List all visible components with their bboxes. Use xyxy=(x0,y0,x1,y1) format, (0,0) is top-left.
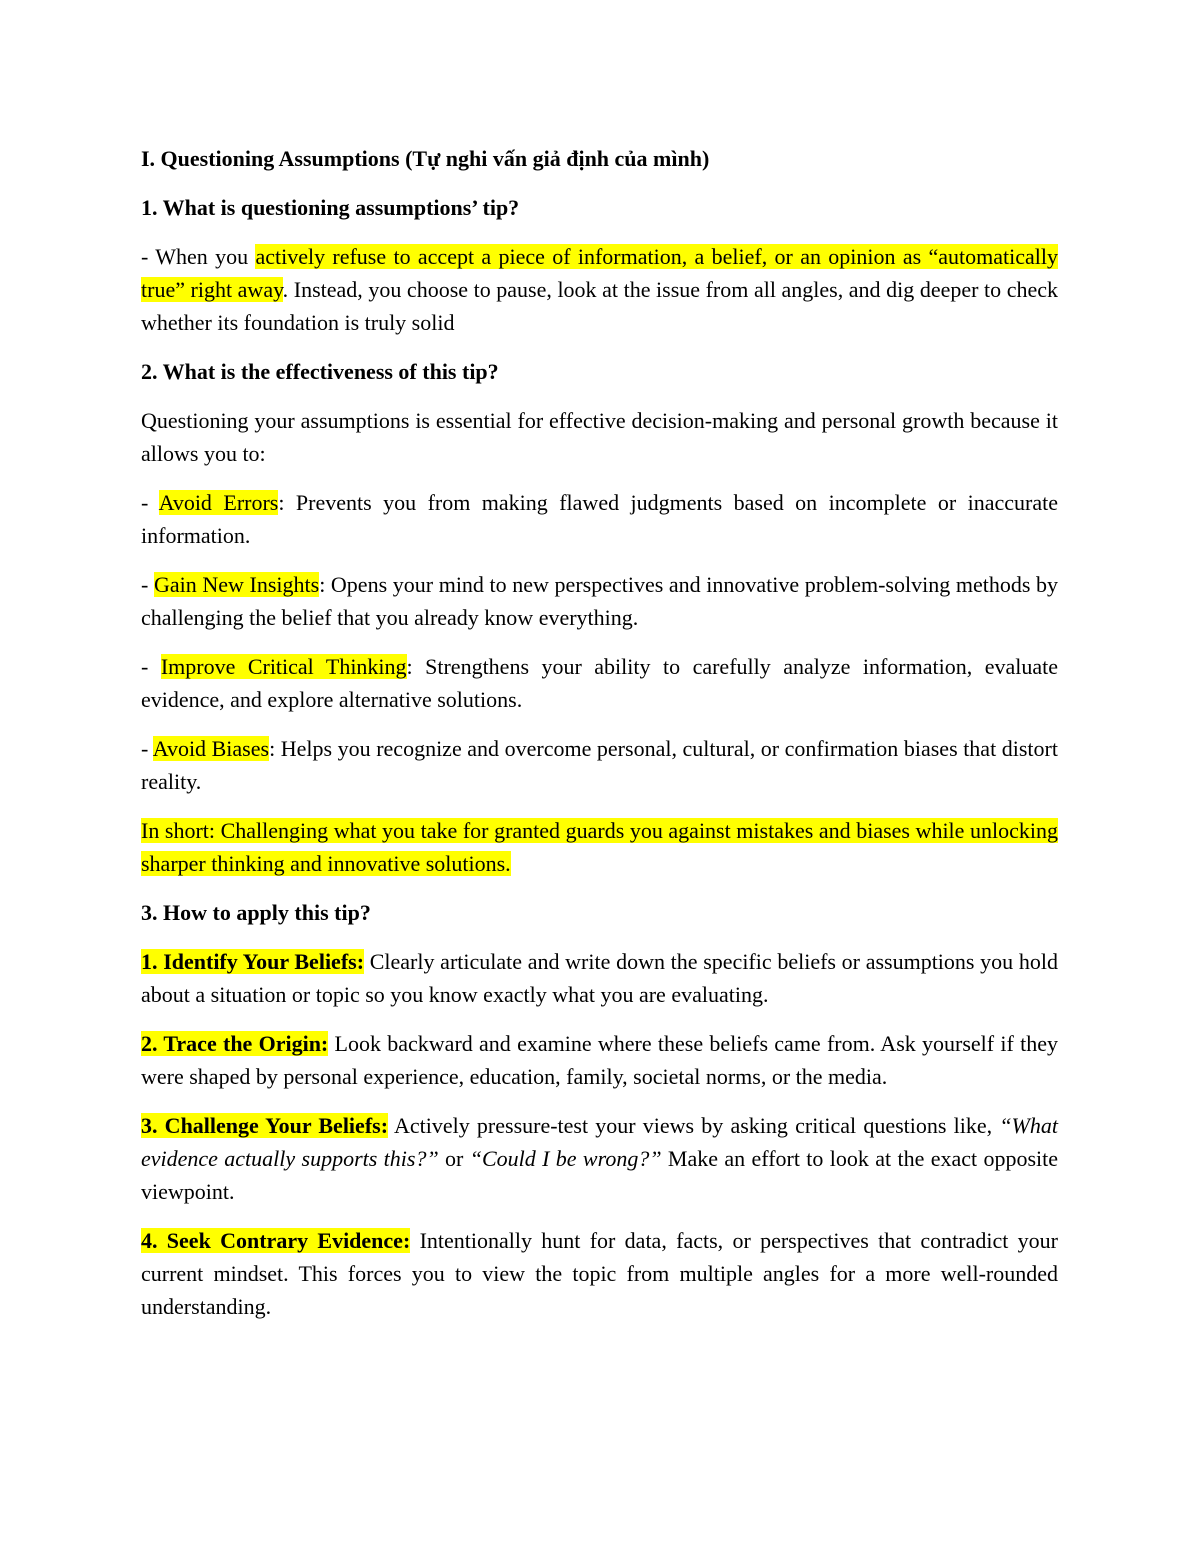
benefit-dash: - xyxy=(141,654,161,679)
benefit-item xyxy=(141,568,1058,634)
benefit-label: Improve Critical Thinking xyxy=(160,654,407,679)
question-2-heading: 2. What is the effectiveness of this tip? xyxy=(141,359,499,384)
highlighted-definition: actively refuse to accept a piece of information, a belief, or an opinion as “automatically true” right away xyxy=(141,244,1058,302)
step-text: Look backward and examine where these beliefs came from. Ask yourself if they were shaped by personal experience, education, family, societal norms, or the media. xyxy=(141,1031,1058,1089)
benefit-dash: - xyxy=(141,736,153,761)
benefit-text: : Strengthens your ability to carefully analyze information, evaluate evidence, and explore alternative solutions. xyxy=(141,654,1058,712)
benefit-label: Avoid Biases xyxy=(152,736,270,761)
benefit-item xyxy=(141,732,1058,798)
benefit-label: Avoid Errors xyxy=(158,490,279,515)
step-label: 4. Seek Contrary Evidence: xyxy=(141,1228,411,1253)
summary-paragraph xyxy=(141,814,1058,880)
step-label: 1. Identify Your Beliefs: xyxy=(141,949,365,974)
step-text: Actively pressure-test your views by asking critical questions like, xyxy=(388,1113,1000,1138)
benefit-label: Gain New Insights xyxy=(153,572,320,597)
question-3-heading: 3. How to apply this tip? xyxy=(141,900,371,925)
step-item xyxy=(141,1224,1058,1323)
step-label: 3. Challenge Your Beliefs: xyxy=(141,1113,389,1138)
summary-text: In short: Challenging what you take for granted guards you against mistakes and biases while unlocking sharper thinking and innovative solutions. xyxy=(141,818,1058,876)
step-text: Intentionally hunt for data, facts, or perspectives that contradict your current mindset. This forces you to view the topic from multiple angles for a more well-rounded understanding. xyxy=(141,1228,1059,1319)
step-label: 2. Trace the Origin: xyxy=(141,1031,329,1056)
benefit-item xyxy=(141,650,1058,716)
step-item xyxy=(141,945,1058,1011)
benefit-text: : Opens your mind to new perspectives and innovative problem-solving methods by challenging the belief that you already know everything. xyxy=(141,572,1059,630)
section-title: I. Questioning Assumptions (Tự nghi vấn giả định của mình) xyxy=(141,146,710,171)
step-item xyxy=(141,1027,1058,1093)
answer-lead: - When you xyxy=(141,244,256,269)
step-text: Clearly articulate and write down the specific beliefs or assumptions you hold about a situation or topic so you know exactly what you are evaluating. xyxy=(141,949,1058,1007)
benefit-dash: - xyxy=(141,572,154,597)
quoted-question: “What evidence actually supports this?” xyxy=(141,1113,1058,1171)
benefit-item xyxy=(141,486,1058,552)
question-1-answer xyxy=(141,240,1058,339)
question-1-heading: 1. What is questioning assumptions’ tip? xyxy=(141,195,520,220)
answer-rest: . Instead, you choose to pause, look at the issue from all angles, and dig deeper to check whether its foundation is truly solid xyxy=(141,277,1058,335)
benefit-text: : Helps you recognize and overcome personal, cultural, or confirmation biases that distort reality. xyxy=(141,736,1058,794)
step-text: or xyxy=(438,1146,470,1171)
benefit-dash: - xyxy=(141,490,159,515)
step-text: Make an effort to look at the exact opposite viewpoint. xyxy=(141,1146,1059,1204)
quoted-question: “Could I be wrong?” xyxy=(469,1146,662,1171)
step-item xyxy=(141,1109,1058,1208)
document-page xyxy=(141,142,1058,1339)
effectiveness-intro: Questioning your assumptions is essential for effective decision-making and personal growth because it allows you to: xyxy=(141,408,1058,466)
benefit-text: : Prevents you from making flawed judgments based on incomplete or inaccurate information. xyxy=(141,490,1058,548)
